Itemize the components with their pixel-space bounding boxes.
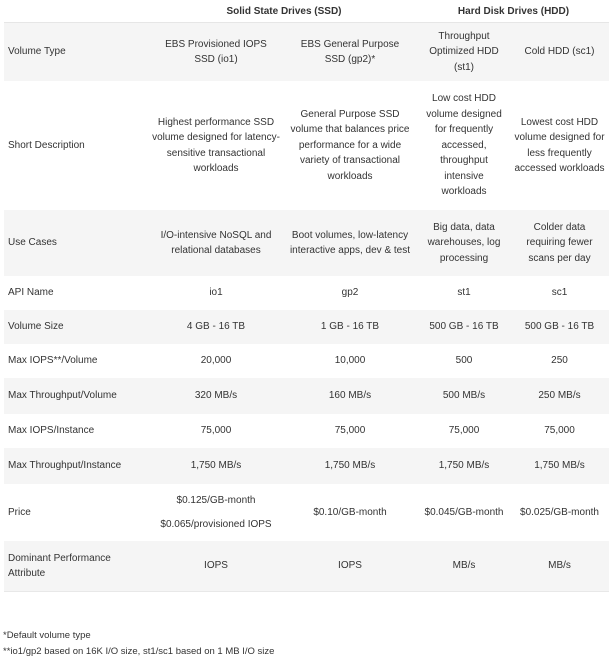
row-label: Short Description bbox=[8, 139, 85, 151]
cell-st1: 500 GB - 16 TB bbox=[429, 321, 499, 333]
cell-st1: st1 bbox=[457, 287, 471, 299]
cell-sc1: 250 bbox=[551, 355, 568, 367]
row-use-cases bbox=[4, 210, 609, 276]
cell-st1: Throughput Optimized HDD (st1) bbox=[429, 30, 499, 73]
cell-sc1: Cold HDD (sc1) bbox=[524, 46, 595, 58]
row-max-throughput-volume bbox=[4, 378, 609, 414]
cell-io1: 1,750 MB/s bbox=[190, 460, 242, 472]
cell-gp2: General Purpose SSD volume that balances price performance for a wide variety of transactional workloads bbox=[290, 108, 410, 182]
cell-st1: Low cost HDD volume designed for frequently accessed, throughput intensive workloads bbox=[426, 93, 502, 198]
row-label: Volume Type bbox=[8, 46, 66, 58]
cell-sc1: Colder data requiring fewer scans per day bbox=[526, 221, 593, 264]
cell-st1: 500 MB/s bbox=[442, 390, 486, 402]
cell-gp2: 1 GB - 16 TB bbox=[320, 321, 380, 333]
cell-st1: Big data, data warehouses, log processing bbox=[427, 221, 501, 264]
row-max-iops-volume bbox=[4, 344, 609, 378]
row-label: Use Cases bbox=[8, 237, 57, 249]
cell-io1: 320 MB/s bbox=[194, 390, 238, 402]
footnote-io-size: **io1/gp2 based on 16K I/O size, st1/sc1 based on 1 MB I/O size bbox=[3, 646, 275, 657]
cell-io1: 4 GB - 16 TB bbox=[186, 321, 246, 333]
cell-gp2: gp2 bbox=[341, 287, 359, 299]
cell-gp2: 10,000 bbox=[334, 355, 366, 367]
row-max-iops-instance bbox=[4, 414, 609, 448]
cell-st1: $0.045/GB-month bbox=[424, 506, 504, 518]
row-label: Dominant Performance Attribute bbox=[8, 552, 111, 579]
cell-io1: 20,000 bbox=[200, 355, 232, 367]
row-dominant-performance-attribute bbox=[4, 541, 609, 592]
row-volume-type bbox=[4, 23, 609, 81]
cell-sc1: 250 MB/s bbox=[538, 390, 581, 402]
row-label: Max IOPS/Instance bbox=[8, 425, 95, 437]
row-label: Volume Size bbox=[8, 321, 64, 333]
row-label: Max Throughput/Volume bbox=[8, 390, 117, 402]
price-storage: $0.125/GB-month bbox=[176, 494, 256, 506]
cell-st1: 500 bbox=[455, 355, 473, 367]
cell-sc1: $0.025/GB-month bbox=[520, 506, 599, 518]
cell-sc1: 1,750 MB/s bbox=[534, 460, 585, 472]
cell-gp2: 75,000 bbox=[334, 425, 366, 437]
row-label: Max IOPS**/Volume bbox=[8, 355, 98, 367]
row-volume-size bbox=[4, 310, 609, 344]
cell-sc1: sc1 bbox=[551, 287, 568, 299]
cell-st1: 75,000 bbox=[448, 425, 480, 437]
cell-sc1: Lowest cost HDD volume designed for less frequently accessed workloads bbox=[514, 116, 605, 174]
cell-io1: IOPS bbox=[204, 560, 228, 572]
cell-gp2: 160 MB/s bbox=[328, 390, 372, 402]
cell-sc1: 500 GB - 16 TB bbox=[524, 321, 595, 333]
row-label: Price bbox=[8, 506, 31, 518]
cell-gp2: 1,750 MB/s bbox=[324, 460, 376, 472]
row-max-throughput-instance bbox=[4, 448, 609, 484]
cell-gp2: IOPS bbox=[338, 560, 362, 572]
row-label: Max Throughput/Instance bbox=[8, 460, 122, 472]
cell-st1: MB/s bbox=[452, 560, 476, 572]
cell-gp2: $0.10/GB-month bbox=[313, 506, 387, 518]
cell-io1: I/O-intensive NoSQL and relational databases bbox=[160, 229, 272, 256]
row-short-description bbox=[4, 81, 609, 210]
row-label: API Name bbox=[8, 287, 54, 299]
cell-io1: 75,000 bbox=[200, 425, 232, 437]
cell-io1 bbox=[150, 493, 282, 533]
row-price bbox=[4, 484, 609, 541]
group-header-hdd: Hard Disk Drives (HDD) bbox=[457, 5, 570, 17]
cell-gp2: Boot volumes, low-latency interactive apps, dev & test bbox=[289, 229, 411, 256]
cell-sc1: 75,000 bbox=[544, 425, 575, 437]
ebs-volume-comparison-table bbox=[4, 0, 609, 592]
cell-gp2: EBS General Purpose SSD (gp2)* bbox=[300, 38, 400, 65]
cell-st1: 1,750 MB/s bbox=[438, 460, 490, 472]
cell-sc1: MB/s bbox=[548, 560, 571, 572]
cell-io1: io1 bbox=[209, 287, 223, 299]
footnote-default-volume: *Default volume type bbox=[3, 630, 91, 641]
group-header-row bbox=[4, 0, 609, 23]
group-header-ssd: Solid State Drives (SSD) bbox=[226, 5, 342, 17]
cell-io1: Highest performance SSD volume designed for latency-sensitive transactional workloads bbox=[152, 116, 280, 174]
row-api-name bbox=[4, 276, 609, 310]
cell-io1: EBS Provisioned IOPS SSD (io1) bbox=[165, 38, 267, 65]
price-iops: $0.065/provisioned IOPS bbox=[160, 519, 272, 530]
